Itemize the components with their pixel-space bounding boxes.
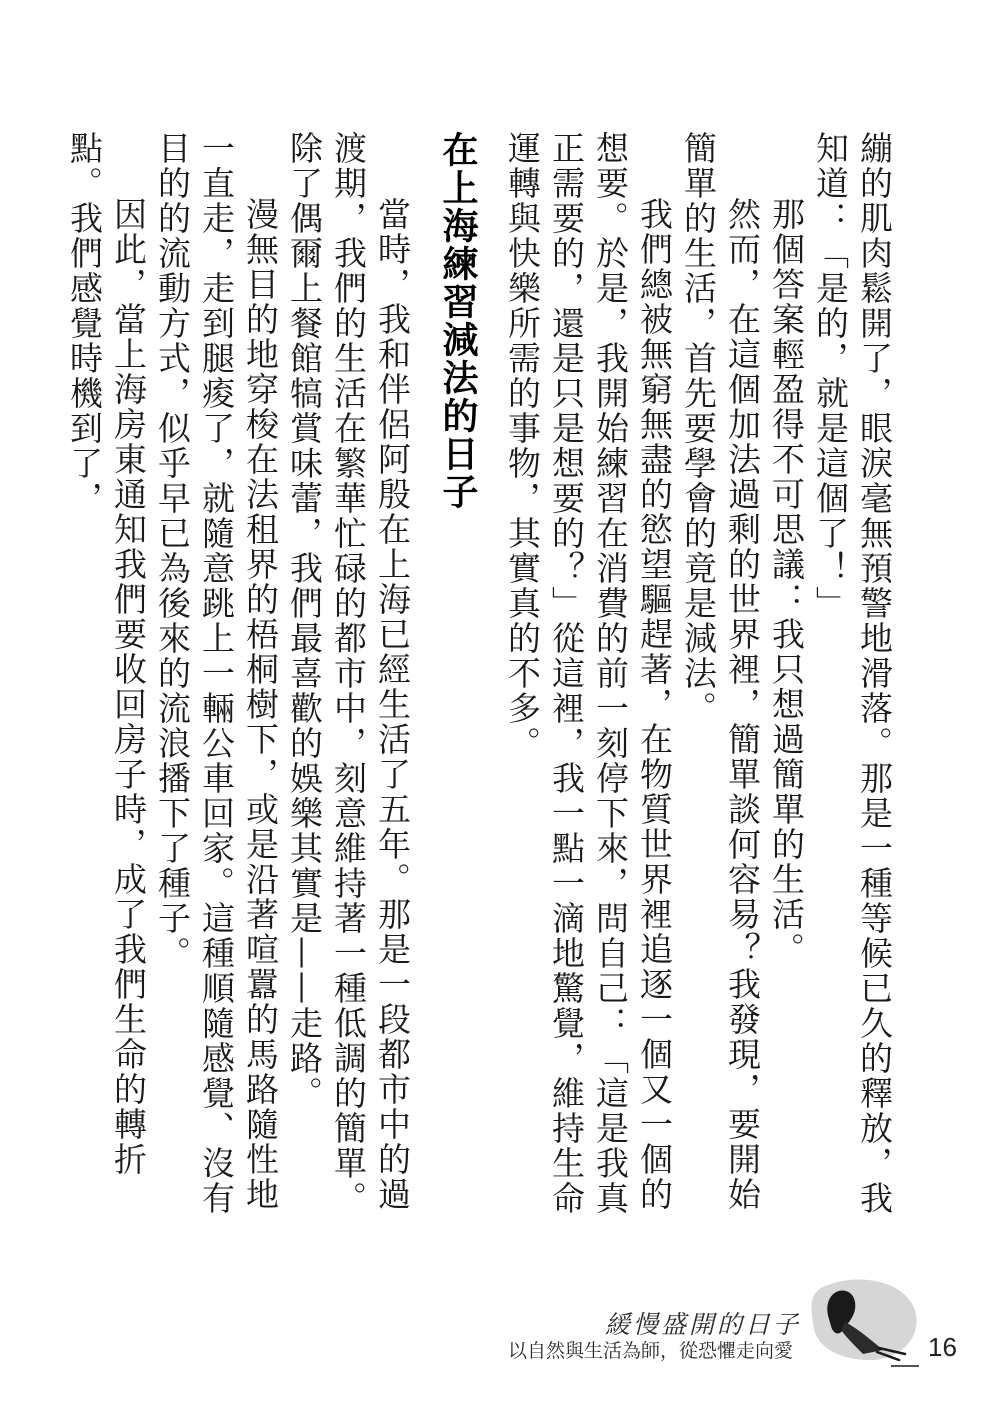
- vertical-text-body: [62, 131, 896, 1241]
- paragraph: 那個答案輕盈得不可思議：我只想過簡單的生活。: [767, 197, 806, 967]
- paragraph: 我們總被無窮無盡的慾望驅趕著，在物質世界裡追逐一個又一個的想要。於是，我開始練習在消費的前一刻停下來，問自己：「這是我真正需要的，還是只是想要的？」從這裡，我一點一滴地驚覺，維持生命運轉與快樂所需的事物，其實真的不多。: [503, 131, 674, 1216]
- page-number: 16: [928, 1332, 957, 1362]
- paragraph: 然而，在這個加法過剩的世界裡，簡單談何容易？我發現，要開始簡單的生活，首先要學會的竟是減法。: [679, 131, 762, 1212]
- section-heading: 在上海練習減法的日子: [437, 131, 478, 511]
- paragraph: 因此，當上海房東通知我們要收回房子時，成了我們生命的轉折點。我們感覺時機到了，: [65, 131, 148, 1177]
- paragraph: 繃的肌肉鬆開了，眼淚毫無預警地滑落。那是一種等候已久的釋放，我知道：「是的，就是這個了！」: [811, 131, 894, 1216]
- girl-lying-illustration: [793, 1270, 923, 1370]
- paragraph: 當時，我和伴侶阿殷在上海已經生活了五年。那是一段都市中的過渡期，我們的生活在繁華忙碌的都市中，刻意維持著一種低調的簡單。除了偶爾上餐館犒賞味蕾，我們最喜歡的娛樂其實是——走路。: [285, 131, 412, 1216]
- running-title: 緩慢盛開的日子: [605, 1310, 802, 1339]
- paragraph: 漫無目的地穿梭在法租界的梧桐樹下，或是沿著喧囂的馬路隨性地一直走，走到腿痠了，就隨意跳上一輛公車回家。這種順隨感覺、沒有目的的流動方式，似乎早已為後來的流浪播下了種子。: [153, 131, 280, 1216]
- running-subtitle: 以自然與生活為師，從恐懼走向愛: [508, 1341, 794, 1362]
